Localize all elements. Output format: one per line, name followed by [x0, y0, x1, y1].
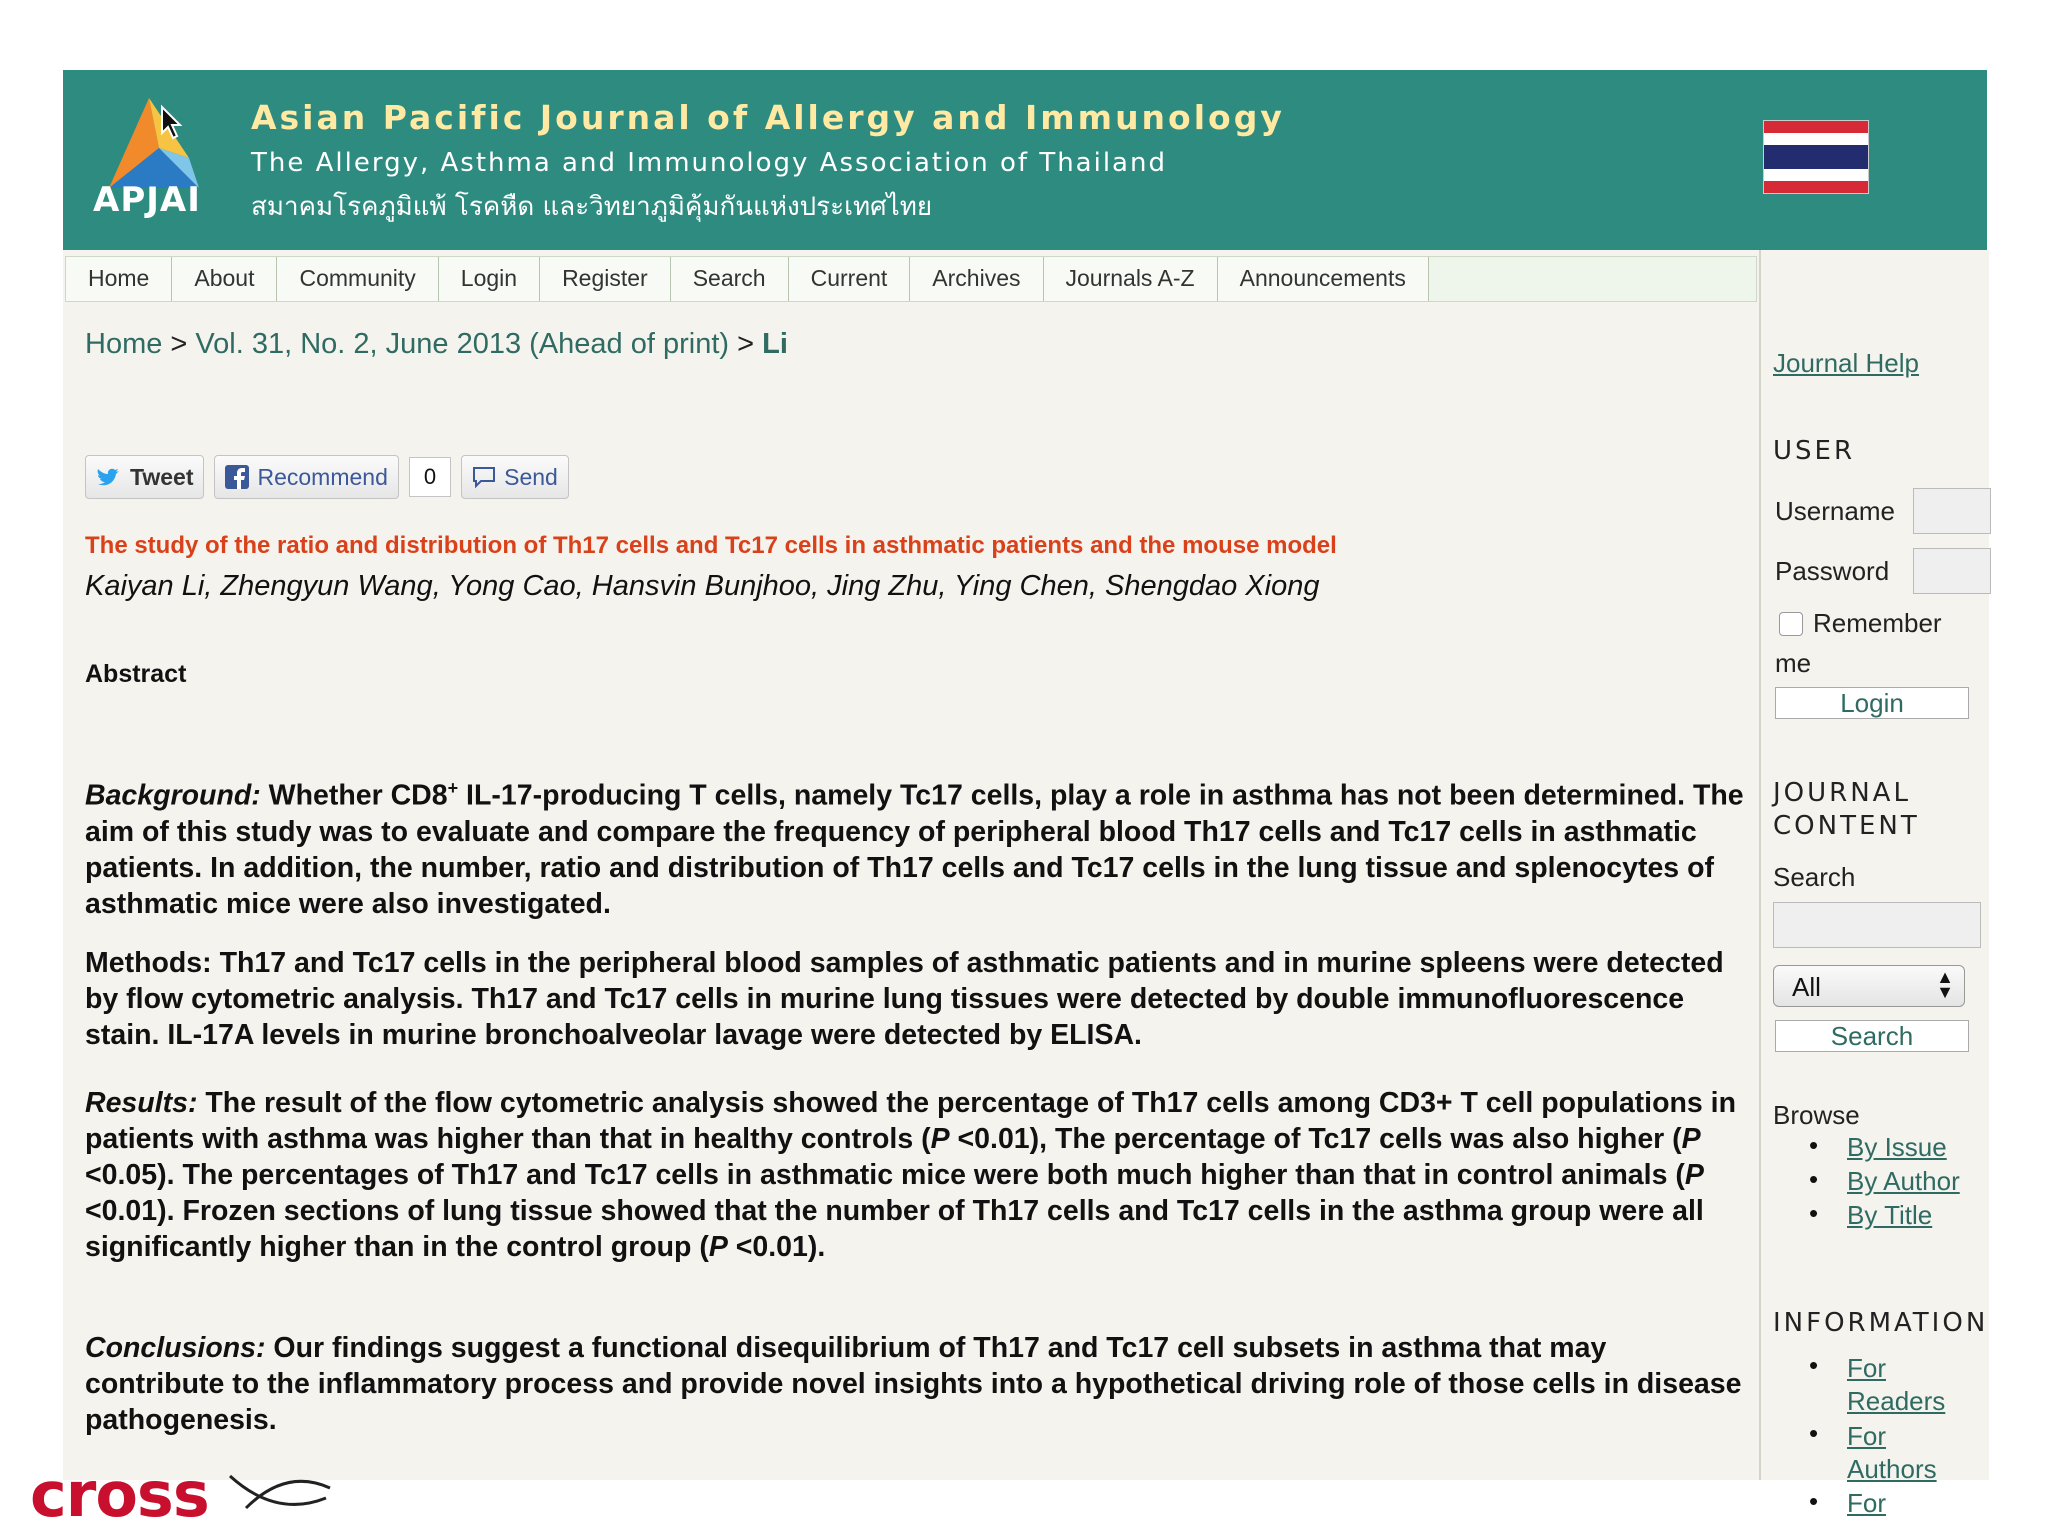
bullet-icon: • — [1809, 1350, 1819, 1380]
journal-help-label: Journal Help — [1773, 348, 1919, 378]
breadcrumb-current: Li — [762, 328, 788, 360]
nav-login[interactable]: Login — [439, 257, 540, 301]
sidebar — [1759, 250, 1989, 1518]
for-readers-label-a: For — [1847, 1353, 1886, 1383]
results-text: The result of the flow cytometric analysis showed the percentage of Th17 cells among CD3+ T cell populations in patients with asthma was higher than that in healthy controls ( — [85, 1087, 1736, 1155]
for-librarians-link[interactable] — [1847, 1488, 1886, 1519]
recommend-count: 0 — [409, 457, 451, 497]
abstract-background — [85, 770, 1750, 922]
nav-community[interactable]: Community — [277, 257, 438, 301]
p-symbol: P — [708, 1231, 728, 1263]
results-text: <0.01), The percentage of Tc17 cells was also higher ( — [949, 1123, 1682, 1155]
nav-register[interactable]: Register — [540, 257, 671, 301]
search-input[interactable] — [1773, 902, 1981, 948]
recommend-button[interactable] — [214, 455, 398, 499]
password-label: Password — [1775, 556, 1890, 586]
bullet-icon: • — [1809, 1418, 1819, 1448]
background-text-b: IL-17-producing T cells, namely Tc17 cells, play a role in asthma has not been determined. The aim of this study was to evaluate and compare the frequency of peripheral blood Th17 cells and Tc17 cells in asthmatic patients. In addition, the number, ratio and distribution of Th17 cells and Tc17 cells in the lung tissue and splenocytes of asthmatic mice were also investigated. — [85, 779, 1744, 920]
bullet-icon: • — [1809, 1198, 1819, 1228]
journal-content-heading-2: CONTENT — [1773, 811, 1920, 841]
nav-journals-az[interactable]: Journals A-Z — [1044, 257, 1218, 301]
abstract-results — [85, 1085, 1750, 1265]
background-label: Background: — [85, 779, 261, 812]
username-label: Username — [1775, 496, 1895, 526]
for-authors-label-a: For — [1847, 1421, 1886, 1451]
background-sup: + — [447, 778, 459, 798]
for-authors-label-b: Authors — [1847, 1454, 1937, 1484]
browse-by-issue-label: By Issue — [1847, 1132, 1947, 1162]
nav-current[interactable]: Current — [789, 257, 911, 301]
message-icon — [472, 466, 496, 488]
tweet-button[interactable] — [85, 455, 204, 499]
remember-label: Remember — [1813, 608, 1942, 638]
nav-announcements[interactable]: Announcements — [1218, 257, 1429, 301]
mouse-cursor-icon — [160, 105, 186, 141]
breadcrumb-sep: > — [737, 328, 755, 360]
breadcrumb-sep: > — [170, 328, 188, 360]
main-nav — [65, 256, 1757, 302]
p-symbol: P — [1681, 1123, 1701, 1155]
recommend-label: Recommend — [257, 463, 388, 490]
p-symbol: P — [1684, 1159, 1704, 1191]
breadcrumb-issue[interactable]: Vol. 31, No. 2, June 2013 (Ahead of print) — [195, 328, 730, 360]
abstract-methods: Methods: Th17 and Tc17 cells in the peripheral blood samples of asthmatic patients and in murine spleens were detected by flow cytometric analysis. Th17 and Tc17 cells in murine lung tissues were detected by double immunofluorescence stain. IL-17A levels in murine bronchoalveolar lavage were detected by ELISA. — [85, 947, 1724, 1051]
browse-label: Browse — [1773, 1100, 1860, 1130]
association-name-thai: สมาคมโรคภูมิแพ้ โรคหืด และวิทยาภูมิคุ้มกันแห่งประเทศไทย — [251, 192, 933, 222]
breadcrumb — [85, 328, 788, 361]
send-label: Send — [504, 463, 558, 490]
bullet-icon: • — [1809, 1486, 1819, 1516]
browse-by-title[interactable] — [1847, 1200, 1932, 1231]
browse-by-author[interactable] — [1847, 1166, 1960, 1197]
background-text-a: Whether CD8 — [260, 779, 448, 812]
abstract-heading: Abstract — [85, 660, 187, 688]
information-heading: INFORMATION — [1773, 1308, 1989, 1338]
journal-help-link[interactable] — [1773, 348, 1919, 379]
password-input[interactable] — [1913, 548, 1991, 594]
logo-text: APJAI — [93, 180, 201, 220]
tweet-label: Tweet — [130, 463, 194, 490]
search-label: Search — [1773, 862, 1856, 892]
facebook-icon — [225, 465, 249, 489]
site-header — [63, 70, 1987, 250]
for-readers-label-b: Readers — [1847, 1386, 1946, 1416]
crossref-logo: cross — [30, 1458, 209, 1531]
for-readers-link[interactable] — [1847, 1352, 1945, 1418]
conclusions-text: Our findings suggest a functional disequilibrium of Th17 and Tc17 cell subsets in asthma that may contribute to the inflammatory process and provide novel insights into a hypothetical driving role of those cells in disease pathogenesis. — [85, 1332, 1742, 1436]
remember-label-2: me — [1775, 648, 1812, 678]
browse-by-title-label: By Title — [1847, 1200, 1933, 1230]
login-button[interactable]: Login — [1775, 687, 1969, 719]
for-authors-link[interactable] — [1847, 1420, 1937, 1486]
browse-by-issue[interactable] — [1847, 1132, 1947, 1163]
search-scope-select[interactable] — [1773, 965, 1965, 1007]
remember-checkbox[interactable] — [1779, 612, 1803, 636]
article-title[interactable]: The study of the ratio and distribution of Th17 cells and Tc17 cells in asthmatic patients and the mouse model — [85, 532, 1337, 559]
results-text: <0.01). Frozen sections of lung tissue showed that the number of Th17 cells and Tc17 cells in the asthma group were all significantly higher than in the control group ( — [85, 1195, 1704, 1263]
for-librarians-label: For — [1847, 1488, 1886, 1518]
nav-archives[interactable]: Archives — [910, 257, 1043, 301]
twitter-bird-icon — [96, 466, 122, 488]
search-scope-value: All — [1792, 972, 1821, 1002]
results-label: Results: — [85, 1087, 198, 1119]
user-heading: USER — [1773, 436, 1856, 466]
article-authors: Kaiyan Li, Zhengyun Wang, Yong Cao, Hansvin Bunjhoo, Jing Zhu, Ying Chen, Shengdao Xiong — [85, 570, 1320, 602]
p-symbol: P — [930, 1123, 950, 1155]
conclusions-label: Conclusions: — [85, 1332, 266, 1364]
username-input[interactable] — [1913, 488, 1991, 534]
send-button[interactable] — [461, 455, 569, 499]
thailand-flag-icon — [1763, 120, 1869, 194]
bullet-icon: • — [1809, 1130, 1819, 1160]
nav-home[interactable]: Home — [66, 257, 172, 301]
results-text: <0.01). — [727, 1231, 826, 1263]
browse-by-author-label: By Author — [1847, 1166, 1960, 1196]
search-button[interactable]: Search — [1775, 1020, 1969, 1052]
nav-search[interactable]: Search — [671, 257, 789, 301]
bullet-icon: • — [1809, 1164, 1819, 1194]
association-name: The Allergy, Asthma and Immunology Association of Thailand — [251, 148, 1167, 178]
nav-about[interactable]: About — [172, 257, 277, 301]
journal-title: Asian Pacific Journal of Allergy and Immunology — [251, 98, 1285, 137]
social-share-bar — [85, 455, 569, 499]
journal-content-heading: JOURNAL — [1773, 778, 1911, 808]
select-arrows-icon: ▲ ▼ — [1936, 967, 1954, 1002]
breadcrumb-home[interactable]: Home — [85, 328, 163, 360]
results-text: <0.05). The percentages of Th17 and Tc17 cells in asthmatic mice were both much higher than that in control animals ( — [85, 1159, 1685, 1191]
crossref-arrows-icon — [226, 1468, 336, 1518]
abstract-conclusions — [85, 1330, 1750, 1438]
